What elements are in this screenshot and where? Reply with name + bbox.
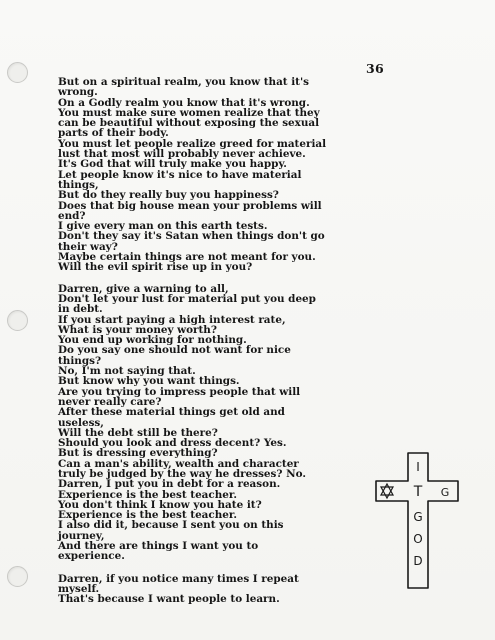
- text-line: But is dressing everything?: [58, 447, 218, 460]
- binder-hole-middle: [7, 310, 28, 331]
- text-line: Darren, if you notice many times I repeat: [58, 572, 299, 585]
- cross-letter-o: O: [413, 532, 423, 546]
- text-line: You don't think I know you hate it?: [58, 498, 262, 511]
- text-line: But do they really buy you happiness?: [58, 189, 279, 202]
- paragraph-gap: [58, 273, 418, 284]
- text-line: never really care?: [58, 395, 162, 408]
- text-line: Don't they say it's Satan when things don't go: [58, 230, 325, 243]
- text-line: myself.: [58, 582, 100, 595]
- text-line: And there are things I want you to: [58, 540, 259, 553]
- text-line: If you start paying a high interest rate,: [58, 313, 286, 326]
- page-number: 36: [366, 61, 384, 76]
- binder-hole-bottom: [7, 566, 28, 587]
- cross-letter-g: G: [413, 510, 423, 524]
- cross-letter-t: T: [413, 484, 423, 500]
- text-line: Are you trying to impress people that will: [58, 385, 301, 398]
- text-line: Don't let your lust for material put you deep: [58, 292, 316, 305]
- text-line: Will the debt still be there?: [58, 426, 218, 439]
- text-line: useless,: [58, 416, 104, 429]
- text-line: Let people know it's nice to have material: [58, 168, 302, 181]
- text-line: Maybe certain things are not meant for you.: [58, 251, 316, 264]
- text-line: Experience is the best teacher.: [58, 488, 238, 501]
- body-text: [58, 77, 418, 605]
- text-line: end?: [58, 209, 86, 222]
- text-line: You must make sure women realize that they: [58, 106, 320, 119]
- text-line: You must let people realize greed for material: [58, 137, 327, 150]
- text-line: Darren, I put you in debt for a reason.: [58, 478, 281, 491]
- text-line: No, I'm not saying that.: [58, 365, 196, 378]
- text-line: things?: [58, 354, 102, 367]
- text-line: Should you look and dress decent? Yes.: [58, 437, 287, 450]
- text-line: What is your money worth?: [58, 323, 217, 336]
- text-line: wrong.: [58, 86, 98, 99]
- paragraph-gap: [58, 562, 418, 574]
- paragraph-2: [58, 284, 418, 562]
- text-line: That's because I want people to learn.: [58, 593, 280, 606]
- text-line: Do you say one should not want for nice: [58, 344, 291, 357]
- text-line: On a Godly realm you know that it's wrong.: [58, 96, 310, 109]
- text-line: Will the evil spirit rise up in you?: [58, 261, 253, 274]
- paragraph-1: [58, 77, 418, 273]
- text-line: I also did it, because I sent you on this: [58, 519, 284, 532]
- star-of-david-icon: [381, 484, 393, 498]
- text-line: Experience is the best teacher.: [58, 509, 238, 522]
- cross-letter-d: D: [413, 554, 423, 568]
- text-line: Does that big house mean your problems will: [58, 199, 322, 212]
- text-line: I give every man on this earth tests.: [58, 220, 268, 233]
- cross-letter-g-arm: G: [440, 486, 450, 499]
- text-line: journey,: [58, 529, 105, 542]
- cross-letter-i: I: [416, 460, 420, 474]
- text-line: in debt.: [58, 303, 103, 316]
- text-line: their way?: [58, 240, 118, 253]
- paragraph-3: [58, 574, 418, 605]
- text-line: But on a spiritual realm, you know that it's: [58, 76, 310, 88]
- text-line: Can a man's ability, wealth and character: [58, 457, 299, 470]
- text-line: You end up working for nothing.: [58, 334, 247, 347]
- cross-icon: [370, 451, 462, 591]
- text-line: parts of their body.: [58, 127, 169, 140]
- text-line: things,: [58, 178, 99, 191]
- text-line: can be beautiful without exposing the sexual: [58, 117, 320, 130]
- cross-drawing: [370, 451, 462, 591]
- text-line: lust that most will probably never achieve.: [58, 148, 306, 161]
- text-line: It's God that will truly make you happy.: [58, 158, 287, 171]
- text-line: Darren, give a warning to all,: [58, 282, 229, 295]
- text-line: experience.: [58, 550, 125, 563]
- text-line: truly be judged by the way he dresses? No.: [58, 467, 306, 480]
- text-line: After these material things get old and: [58, 406, 285, 419]
- text-line: But know why you want things.: [58, 375, 240, 388]
- binder-hole-top: [7, 62, 28, 83]
